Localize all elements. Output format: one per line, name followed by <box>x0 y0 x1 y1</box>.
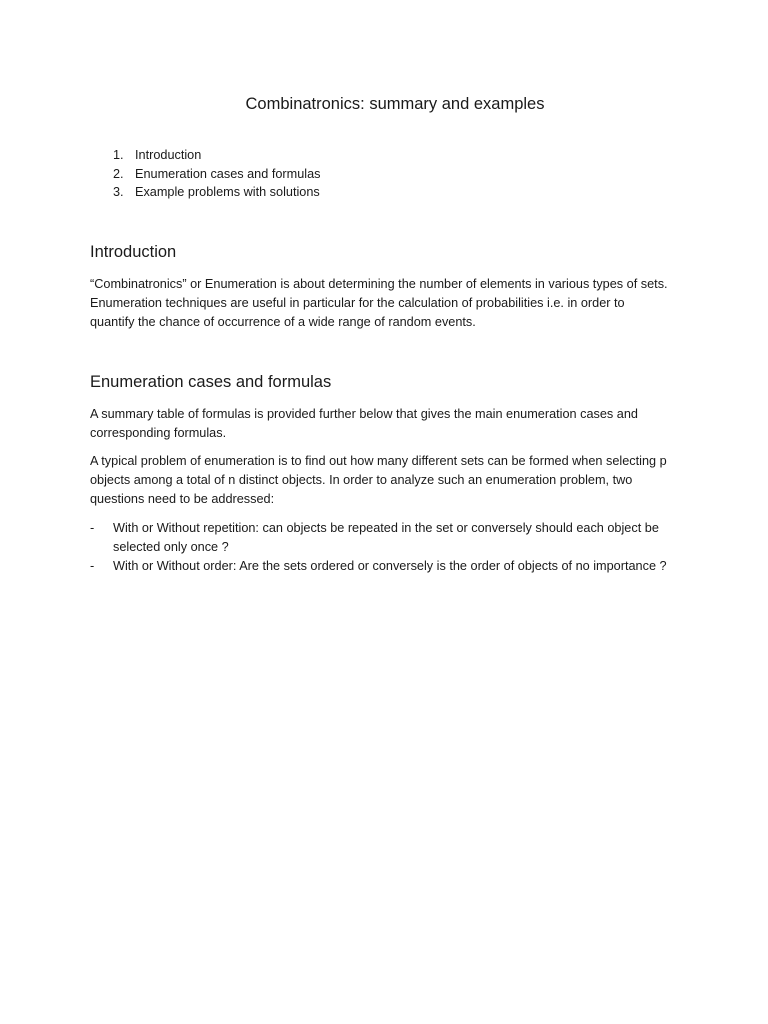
list-item-line: With or Without order: Are the sets ordered or conversely is the order of objects of no importance ? <box>113 559 667 573</box>
list-item-line: With or Without repetition: can objects be repeated in the set or conversely should each object be <box>113 521 659 535</box>
enumeration-heading: Enumeration cases and formulas <box>90 373 332 391</box>
list-item <box>90 557 667 576</box>
toc-number: 3. <box>113 185 124 199</box>
enumeration-paragraph-problem <box>90 452 690 509</box>
introduction-heading: Introduction <box>90 243 177 261</box>
paragraph-line: quantify the chance of occurrence of a wide range of random events. <box>90 315 476 329</box>
list-item <box>90 519 667 557</box>
table-of-contents <box>113 146 320 202</box>
document-title: Combinatronics: summary and examples <box>245 95 545 113</box>
paragraph-line: A typical problem of enumeration is to find out how many different sets can be formed when selecting p <box>90 454 667 468</box>
list-item-line: selected only once ? <box>113 540 229 554</box>
paragraph-line: questions need to be addressed: <box>90 492 275 506</box>
introduction-paragraph <box>90 275 690 332</box>
toc-number: 2. <box>113 166 124 181</box>
toc-label: Enumeration cases and formulas <box>135 166 321 181</box>
toc-label: Introduction <box>135 148 202 162</box>
paragraph-line: A summary table of formulas is provided further below that gives the main enumeration cases and <box>90 407 638 421</box>
toc-item <box>113 183 320 202</box>
toc-number: 1. <box>113 148 124 162</box>
paragraph-line: objects among a total of n distinct objects. In order to analyze such an enumeration problem, two <box>90 473 633 487</box>
toc-label: Example problems with solutions <box>135 185 320 199</box>
paragraph-line: “Combinatronics” or Enumeration is about determining the number of elements in various types of sets. <box>90 277 668 291</box>
enumeration-paragraph-summary <box>90 405 690 443</box>
paragraph-line: Enumeration techniques are useful in particular for the calculation of probabilities i.e. in order to <box>90 296 625 310</box>
toc-item <box>113 146 320 165</box>
toc-item <box>113 165 320 184</box>
bullet-dash: - <box>90 559 95 573</box>
enumeration-questions-list <box>90 519 667 576</box>
paragraph-line: corresponding formulas. <box>90 426 227 440</box>
bullet-dash: - <box>90 521 95 535</box>
